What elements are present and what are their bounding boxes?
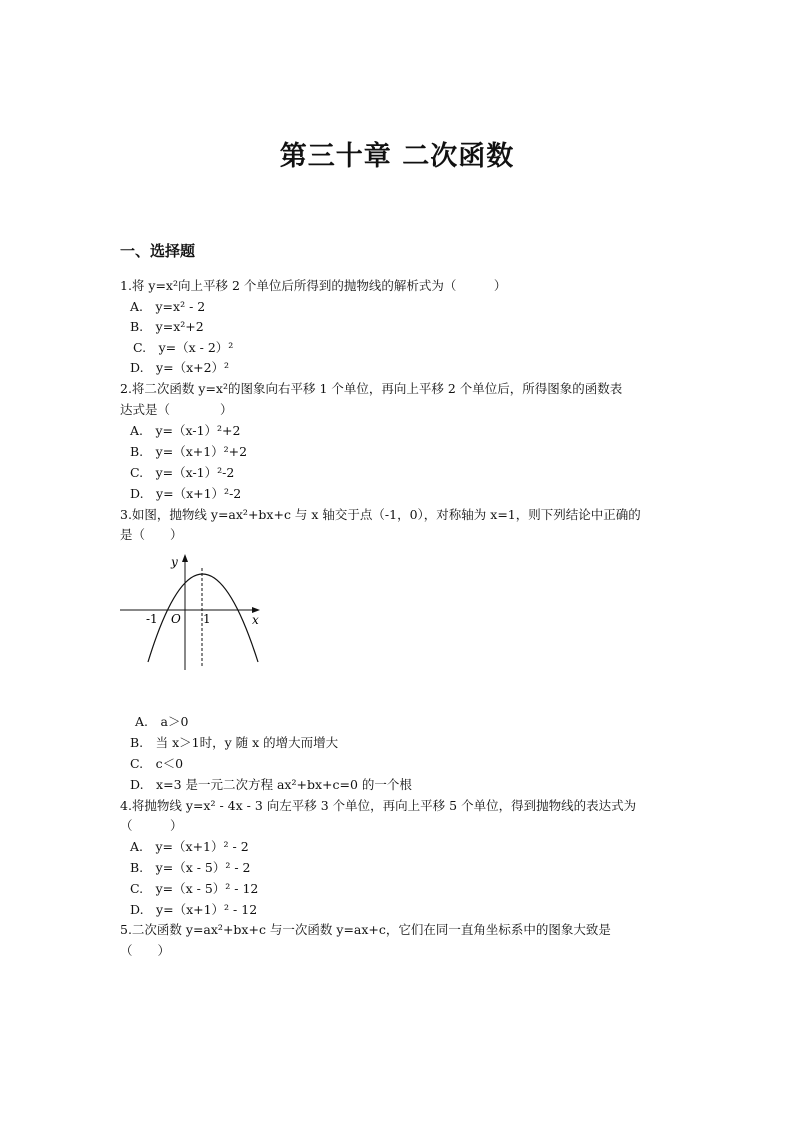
origin-label: O [171, 612, 181, 626]
question-3-option-d[interactable]: D. x=3 是一元二次方程 ax²+bx+c=0 的一个根 [130, 777, 412, 792]
question-3-stem-line-1: 3.如图，抛物线 y=ax²+bx+c 与 x 轴交于点（-1，0），对称轴为 x=1，则下列结论中正确的 [120, 507, 641, 522]
question-4-stem-line-2: （ ） [120, 818, 183, 833]
question-2-option-b[interactable]: B. y=（x+1）²+2 [130, 444, 248, 459]
question-1-option-c[interactable]: C. y=（x - 2）² [133, 340, 234, 355]
question-4-option-b[interactable]: B. y=（x - 5）² - 2 [130, 860, 251, 875]
question-4-stem-line-1: 4.将抛物线 y=x² - 4x - 3 向左平移 3 个单位，再向上平移 5 个单位，得到抛物线的表达式为 [120, 798, 637, 813]
question-3-stem-line-2: 是（ ） [120, 527, 183, 542]
question-2-stem-line-2: 达式是（ ） [120, 402, 233, 417]
question-3-option-a[interactable]: A. a＞0 [135, 714, 189, 729]
parabola-figure [118, 552, 268, 672]
question-2-option-c[interactable]: C. y=（x-1）²-2 [130, 465, 235, 480]
x-axis-label: x [252, 613, 259, 627]
question-2-stem-line-1: 2.将二次函数 y=x²的图象向右平移 1 个单位，再向上平移 2 个单位后，所得图象的函数表 [120, 381, 623, 396]
question-4-option-c[interactable]: C. y=（x - 5）² - 12 [130, 881, 259, 896]
question-1-option-a[interactable]: A. y=x² - 2 [130, 299, 206, 314]
question-5-stem-line-1: 5.二次函数 y=ax²+bx+c 与一次函数 y=ax+c，它们在同一直角坐标系中的图象大致是 [120, 922, 611, 937]
tick-label-neg-one: -1 [146, 612, 158, 626]
question-3-option-c[interactable]: C. c＜0 [130, 756, 184, 771]
tick-label-one: 1 [203, 612, 211, 626]
question-1-stem: 1.将 y=x²向上平移 2 个单位后所得到的抛物线的解析式为（ ） [120, 278, 507, 293]
question-1-option-b[interactable]: B. y=x²+2 [130, 319, 204, 334]
question-2-option-d[interactable]: D. y=（x+1）²-2 [130, 486, 242, 501]
question-2-option-a[interactable]: A. y=（x-1）²+2 [130, 423, 241, 438]
question-4-option-a[interactable]: A. y=（x+1）² - 2 [130, 839, 249, 854]
question-5-stem-line-2: （ ） [120, 943, 171, 958]
y-axis-arrow [182, 554, 188, 562]
question-3-option-b[interactable]: B. 当 x＞1时，y 随 x 的增大而增大 [130, 735, 339, 750]
page-title: 第三十章 二次函数 [279, 141, 515, 172]
section-heading: 一、选择题 [120, 242, 196, 260]
y-axis-label: y [171, 555, 178, 569]
question-4-option-d[interactable]: D. y=（x+1）² - 12 [130, 902, 258, 917]
question-1-option-d[interactable]: D. y=（x+2）² [130, 360, 230, 375]
